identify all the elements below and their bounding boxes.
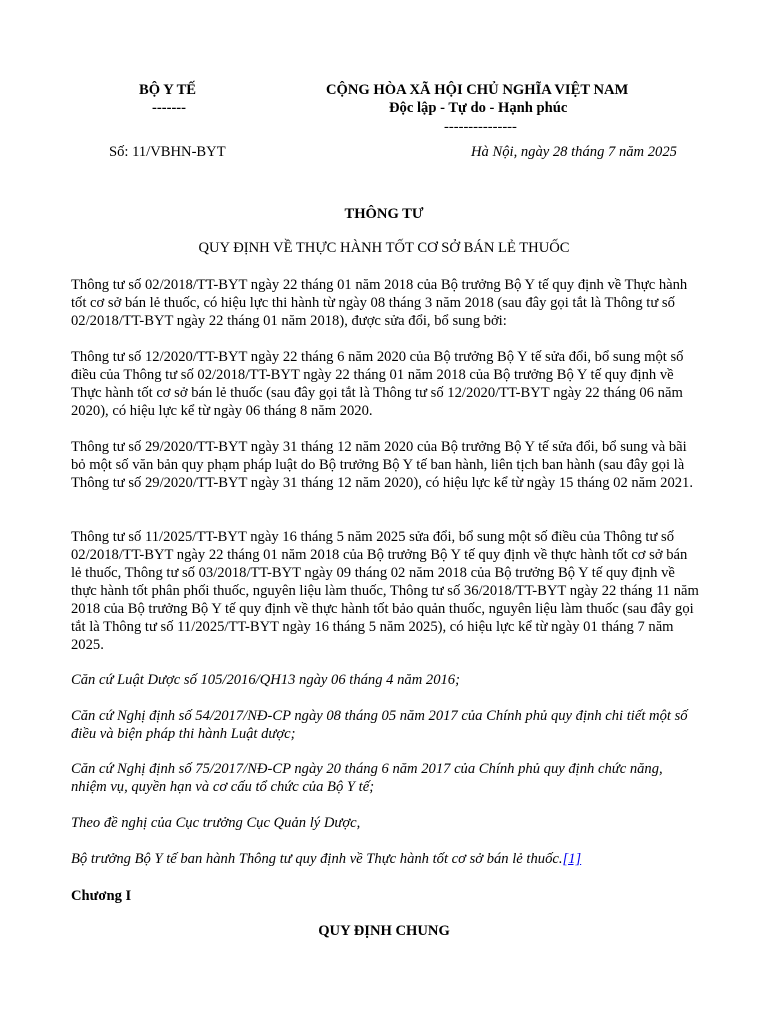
legal-basis-paragraph: Căn cứ Nghị định số 54/2017/NĐ-CP ngày 08 tháng 05 năm 2017 của Chính phủ quy định chi tiết một số điều và biện pháp thi hành Luật dược; [71,708,688,742]
amendment-paragraph: Thông tư số 12/2020/TT-BYT ngày 22 tháng 6 năm 2020 của Bộ trưởng Bộ Y tế sửa đổi, bổ sung một số điều của Thông tư số 02/2018/TT-BYT ngày 22 tháng 01 năm 2018 của Bộ trưởng Bộ Y tế quy định về Thực hành tốt cơ sở bán lẻ thuốc (sau đây gọi tắt là Thông tư số 12/2020/TT-BYT ngày 22 tháng 06 năm 2020), có hiệu lực kể từ ngày 06 tháng 8 năm 2020. [71,349,684,419]
footnote-link[interactable]: [1] [562,851,582,867]
legal-basis-paragraph: Căn cứ Luật Dược số 105/2016/QH13 ngày 06 tháng 4 năm 2016; [71,672,460,688]
issuance-paragraph [71,850,699,868]
place-and-date: Hà Nội, ngày 28 tháng 7 năm 2025 [471,144,677,160]
issuance-text: Bộ trưởng Bộ Y tế ban hành Thông tư quy định về Thực hành tốt cơ sở bán lẻ thuốc. [71,851,563,867]
legal-basis-paragraph: Căn cứ Nghị định số 75/2017/NĐ-CP ngày 20 tháng 6 năm 2017 của Chính phủ quy định chức năng, nhiệm vụ, quyền hạn và cơ cấu tổ chức của Bộ Y tế; [71,761,663,795]
ministry-name: BỘ Y TẾ [139,82,197,98]
proposal-paragraph: Theo đề nghị của Cục trưởng Cục Quản lý Dược, [71,815,361,831]
document-number: Số: 11/VBHN-BYT [109,144,226,160]
country-name: CỘNG HÒA XÃ HỘI CHỦ NGHĨA VIỆT NAM [326,82,629,98]
chapter-heading: Chương I [71,888,132,904]
motto-rule: --------------- [444,119,517,135]
document-type: THÔNG TƯ [344,206,424,222]
document-title: QUY ĐỊNH VỀ THỰC HÀNH TỐT CƠ SỞ BÁN LẺ THUỐC [198,240,570,256]
national-motto: Độc lập - Tự do - Hạnh phúc [389,100,568,116]
chapter-title: QUY ĐỊNH CHUNG [318,923,450,939]
amendment-paragraph: Thông tư số 11/2025/TT-BYT ngày 16 tháng 5 năm 2025 sửa đổi, bổ sung một số điều của Thông tư số 02/2018/TT-BYT ngày 22 tháng 01 năm 2018 của Bộ trưởng Bộ Y tế quy định về thực hành tốt cơ sở bán lẻ thuốc, Thông tư số 03/2018/TT-BYT ngày 09 tháng 02 năm 2018 của Bộ trưởng Bộ Y tế quy định về thực hành tốt phân phối thuốc, nguyên liệu làm thuốc, Thông tư số 36/2018/TT-BYT ngày 22 tháng 11 năm 2018 của Bộ trưởng Bộ Y tế quy định về thực hành tốt bảo quản thuốc, nguyên liệu làm thuốc (sau đây gọi tắt là Thông tư số 11/2025/TT-BYT ngày 16 tháng 5 năm 2025), có hiệu lực kể từ ngày 01 tháng 7 năm 2025. [71,529,699,653]
amendment-paragraph: Thông tư số 02/2018/TT-BYT ngày 22 tháng 01 năm 2018 của Bộ trưởng Bộ Y tế quy định về Thực hành tốt cơ sở bán lẻ thuốc, có hiệu lực thi hành từ ngày 08 tháng 3 năm 2018 (sau đây gọi tắt là Thông tư số 02/2018/TT-BYT ngày 22 tháng 01 năm 2018), được sửa đổi, bổ sung bởi: [71,277,688,329]
amendment-paragraph: Thông tư số 29/2020/TT-BYT ngày 31 tháng 12 năm 2020 của Bộ trưởng Bộ Y tế sửa đổi, bổ sung và bãi bỏ một số văn bản quy phạm pháp luật do Bộ trưởng Bộ Y tế ban hành, liên tịch ban hành (sau đây gọi là Thông tư số 29/2020/TT-BYT ngày 31 tháng 12 năm 2020), có hiệu lực kể từ ngày 15 tháng 02 năm 2021. [71,439,693,491]
ministry-rule: ------- [152,100,187,116]
